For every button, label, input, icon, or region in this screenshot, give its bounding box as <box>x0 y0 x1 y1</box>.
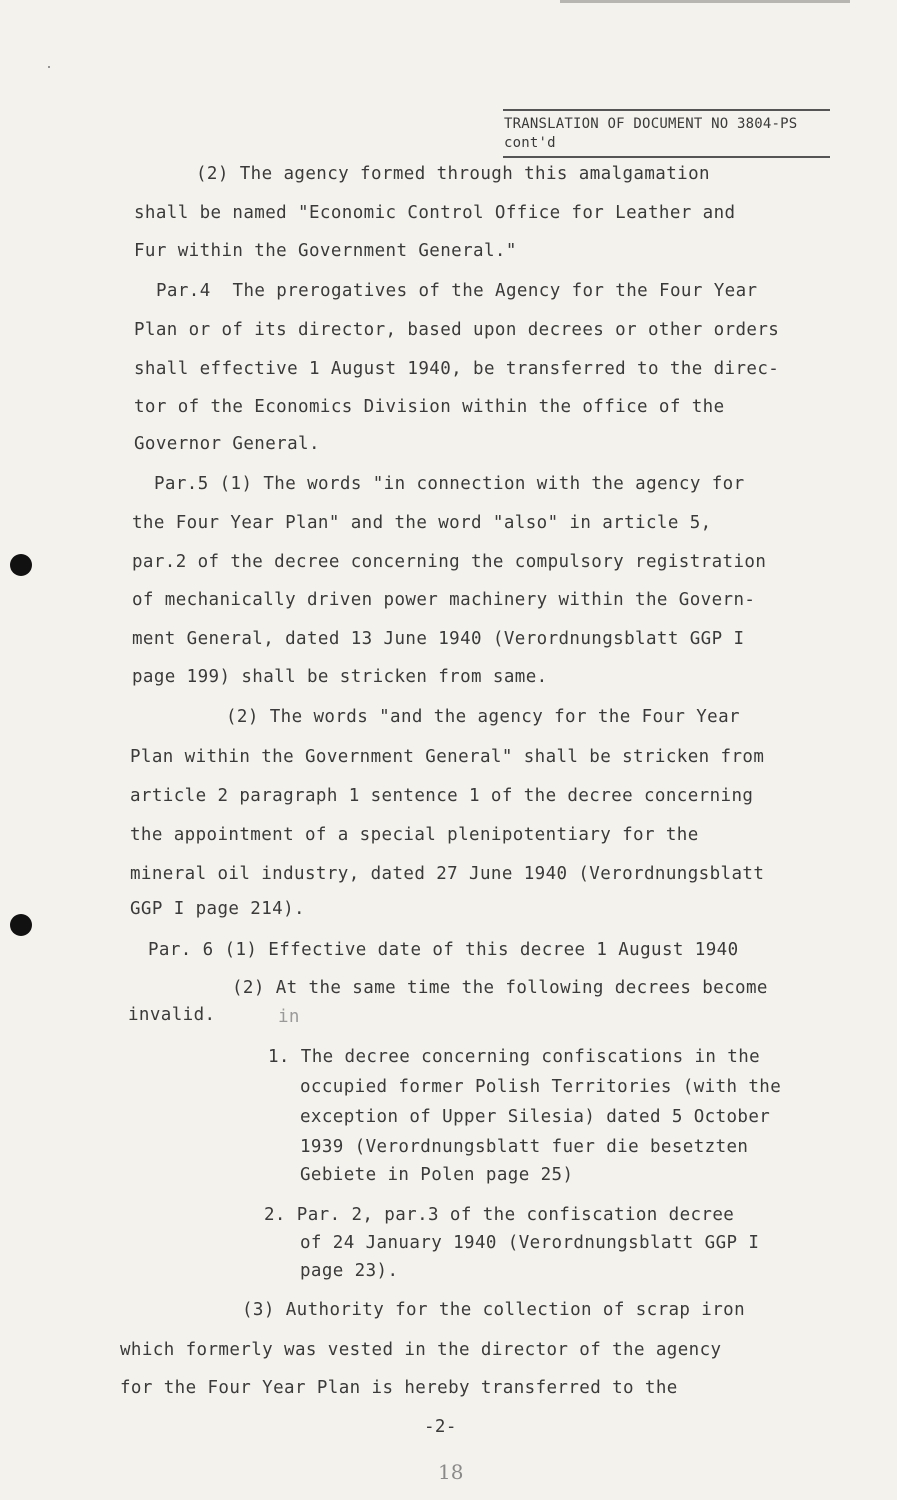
text-line: of mechanically driven power machinery within the Govern- <box>132 590 756 610</box>
text-line: Governor General. <box>134 434 320 454</box>
text-line: article 2 paragraph 1 sentence 1 of the decree concerning <box>130 786 754 806</box>
text-line: Par.5 (1) The words "in connection with the agency for <box>154 474 745 494</box>
text-line: which formerly was vested in the director of the agency <box>120 1340 722 1360</box>
punch-hole <box>10 554 32 576</box>
text-line: mineral oil industry, dated 27 June 1940 (Verordnungsblatt <box>130 864 765 884</box>
handwritten-note: 18 <box>438 1460 464 1484</box>
list-item-line: of 24 January 1940 (Verordnungsblatt GGP I <box>300 1233 760 1253</box>
text-line: (2) At the same time the following decrees become <box>232 978 768 998</box>
text-line: invalid. <box>128 1005 216 1025</box>
header-top-rule <box>503 109 830 111</box>
text-line: the Four Year Plan" and the word "also" in article 5, <box>132 513 712 533</box>
text-line: (2) The agency formed through this amalgamation <box>196 164 710 184</box>
text-line: GGP I page 214). <box>130 899 305 919</box>
page-number: -2- <box>424 1417 457 1437</box>
list-item: 1. The decree concerning confiscations in the <box>268 1047 761 1067</box>
list-item-line: page 23). <box>300 1261 399 1281</box>
header-contd: cont'd <box>504 135 556 151</box>
list-item-line: occupied former Polish Territories (with the <box>300 1077 782 1097</box>
text-line: ment General, dated 13 June 1940 (Verordnungsblatt GGP I <box>132 629 745 649</box>
text-line: Plan or of its director, based upon decrees or other orders <box>134 320 780 340</box>
text-line: (3) Authority for the collection of scrap iron <box>242 1300 746 1320</box>
text-line: tor of the Economics Division within the office of the <box>134 397 725 417</box>
text-line: par.2 of the decree concerning the compulsory registration <box>132 552 767 572</box>
text-line: Par. 6 (1) Effective date of this decree 1 August 1940 <box>148 940 739 960</box>
text-line: for the Four Year Plan is hereby transferred to the <box>120 1378 678 1398</box>
list-item-line: Gebiete in Polen page 25) <box>300 1165 574 1185</box>
text-line: the appointment of a special plenipotentiary for the <box>130 825 699 845</box>
struck-fragment: in <box>278 1007 300 1027</box>
speck <box>48 66 50 68</box>
header-bottom-rule <box>503 156 830 158</box>
text-line: shall be named "Economic Control Office for Leather and <box>134 203 736 223</box>
list-item-line: exception of Upper Silesia) dated 5 October <box>300 1107 771 1127</box>
text-line: Plan within the Government General" shall be stricken from <box>130 747 765 767</box>
top-edge-strip <box>560 0 850 3</box>
text-line: page 199) shall be stricken from same. <box>132 667 548 687</box>
punch-hole <box>10 914 32 936</box>
text-line: (2) The words "and the agency for the Four Year <box>226 707 740 727</box>
text-line: Par.4 The prerogatives of the Agency for the Four Year <box>156 281 758 301</box>
header-title: TRANSLATION OF DOCUMENT NO 3804-PS <box>504 116 798 132</box>
text-line: shall effective 1 August 1940, be transferred to the direc- <box>134 359 780 379</box>
list-item: 2. Par. 2, par.3 of the confiscation decree <box>264 1205 735 1225</box>
list-item-line: 1939 (Verordnungsblatt fuer die besetzten <box>300 1137 749 1157</box>
text-line: Fur within the Government General." <box>134 241 517 261</box>
